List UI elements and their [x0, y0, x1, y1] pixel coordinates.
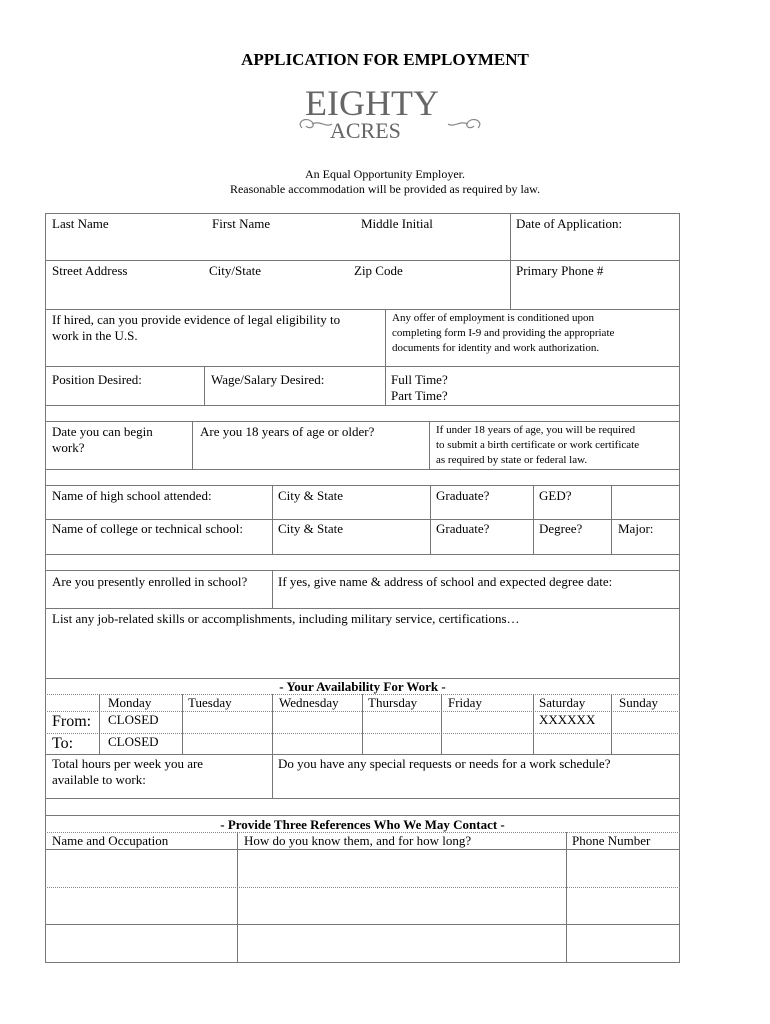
divider [611, 694, 612, 754]
page-title: APPLICATION FOR EMPLOYMENT [241, 50, 529, 69]
rule [45, 519, 680, 520]
i9-notice-line2: completing form I-9 and providing the appropriate [392, 327, 615, 339]
rule [45, 924, 680, 925]
divider [510, 213, 511, 309]
divider [533, 694, 534, 754]
zip-code-label: Zip Code [354, 263, 403, 278]
rule [45, 815, 680, 816]
high-school-label: Name of high school attended: [52, 488, 212, 503]
under18-notice-line1: If under 18 years of age, you will be required [436, 424, 636, 436]
rule [45, 887, 680, 888]
day-monday: Monday [108, 695, 152, 710]
rule [45, 260, 680, 261]
college-graduate-label: Graduate? [436, 521, 490, 536]
reference-phone-header: Phone Number [572, 833, 651, 848]
skills-label: List any job-related skills or accomplishments, including military service, certifications… [52, 611, 520, 626]
day-wednesday: Wednesday [279, 695, 339, 710]
special-requests-label: Do you have any special requests or needs for a work schedule? [278, 756, 611, 771]
rule [45, 849, 680, 850]
availability-heading: - Your Availability For Work - [279, 679, 446, 694]
divider [272, 694, 273, 798]
reference-name-header: Name and Occupation [52, 833, 169, 848]
divider [385, 309, 386, 366]
accommodation-statement: Reasonable accommodation will be provided as required by law. [229, 182, 541, 196]
eoe-statement: An Equal Opportunity Employer. [305, 167, 465, 181]
enrolled-details-label: If yes, give name & address of school and expected degree date: [278, 574, 613, 589]
monday-to-value: CLOSED [108, 734, 159, 749]
age-question-label: Are you 18 years of age or older? [200, 424, 375, 439]
divider [385, 366, 386, 405]
street-address-label: Street Address [52, 263, 128, 278]
to-label: To: [52, 735, 74, 752]
rule [45, 213, 680, 214]
divider [204, 366, 205, 405]
under18-notice-line2: to submit a birth certificate or work certificate [436, 439, 640, 451]
college-city-state-label: City & State [278, 521, 343, 536]
divider [362, 694, 363, 754]
divider [192, 421, 193, 469]
full-time-label: Full Time? [391, 372, 448, 387]
i9-notice-line1: Any offer of employment is conditioned upon [392, 312, 595, 324]
part-time-label: Part Time? [391, 388, 448, 403]
divider [611, 485, 612, 554]
college-label: Name of college or technical school: [52, 521, 243, 536]
rule [45, 366, 680, 367]
city-state-label: City/State [209, 263, 261, 278]
rule [45, 421, 680, 422]
rule [45, 469, 680, 470]
divider [272, 485, 273, 554]
begin-date-label-line1: Date you can begin [52, 424, 153, 439]
day-tuesday: Tuesday [188, 695, 232, 710]
form-border-right [679, 213, 680, 963]
divider [99, 694, 100, 754]
hs-city-state-label: City & State [278, 488, 343, 503]
logo-text-top: EIGHTY [305, 83, 439, 123]
day-saturday: Saturday [539, 695, 586, 710]
rule [45, 485, 680, 486]
degree-label: Degree? [539, 521, 583, 536]
rule [45, 608, 680, 609]
i9-notice-line3: documents for identity and work authorization. [392, 342, 600, 354]
divider [272, 570, 273, 608]
form-border-left [45, 213, 46, 963]
ged-label: GED? [539, 488, 572, 503]
total-hours-label-line2: available to work: [52, 772, 146, 787]
enrolled-question-label: Are you presently enrolled in school? [52, 574, 248, 589]
rule [45, 754, 680, 755]
divider [533, 485, 534, 554]
primary-phone-label: Primary Phone # [516, 263, 604, 278]
rule [45, 309, 680, 310]
begin-date-label-line2: work? [52, 440, 85, 455]
divider [182, 694, 183, 754]
hs-graduate-label: Graduate? [436, 488, 490, 503]
divider [429, 421, 430, 469]
rule [45, 798, 680, 799]
divider [237, 832, 238, 963]
divider [441, 694, 442, 754]
major-label: Major: [618, 521, 654, 536]
rule [45, 962, 680, 963]
application-form [45, 213, 680, 963]
divider [430, 485, 431, 554]
middle-initial-label: Middle Initial [361, 216, 433, 231]
reference-relationship-header: How do you know them, and for how long? [244, 833, 472, 848]
day-friday: Friday [448, 695, 482, 710]
last-name-label: Last Name [52, 216, 109, 231]
day-thursday: Thursday [368, 695, 418, 710]
rule [45, 405, 680, 406]
under18-notice-line3: as required by state or federal law. [436, 454, 588, 466]
position-desired-label: Position Desired: [52, 372, 142, 387]
rule [45, 570, 680, 571]
saturday-from-value: XXXXXX [539, 712, 596, 727]
total-hours-label-line1: Total hours per week you are [52, 756, 204, 771]
logo-text-bottom: ACRES [330, 118, 401, 143]
references-heading: - Provide Three References Who We May Contact - [220, 817, 505, 832]
rule [45, 554, 680, 555]
wage-desired-label: Wage/Salary Desired: [211, 372, 325, 387]
first-name-label: First Name [212, 216, 271, 231]
eligibility-question-line1: If hired, can you provide evidence of legal eligibility to [52, 312, 341, 327]
day-sunday: Sunday [619, 695, 658, 710]
eligibility-question-line2: work in the U.S. [52, 328, 138, 343]
date-of-application-label: Date of Application: [516, 216, 623, 231]
from-label: From: [52, 713, 92, 730]
divider [566, 832, 567, 963]
monday-from-value: CLOSED [108, 712, 159, 727]
